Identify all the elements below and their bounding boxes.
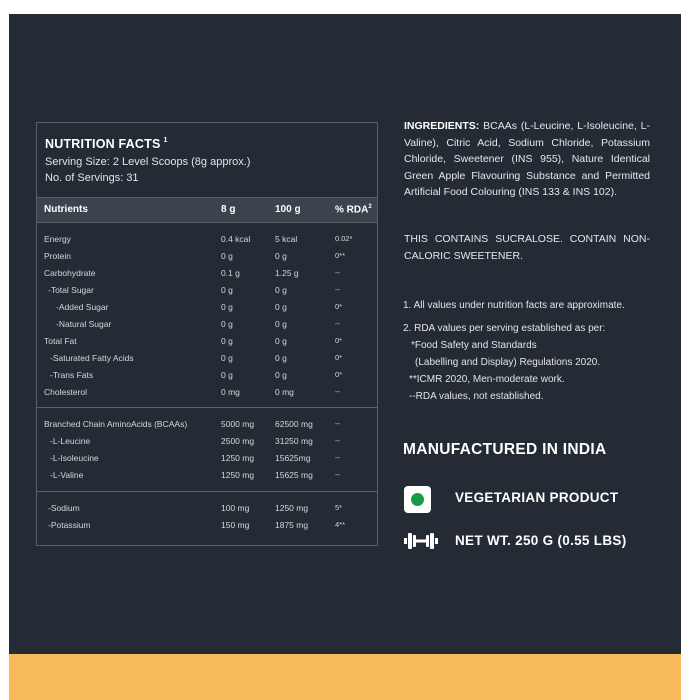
cell-rda: 0*	[335, 353, 343, 362]
table-row	[37, 336, 377, 353]
cell-8g: 1250 mg	[221, 453, 255, 463]
cell-rda: 0*	[335, 370, 343, 379]
header-rda-text: % RDA	[335, 204, 369, 216]
vegetarian-label: VEGETARIAN PRODUCT	[455, 490, 619, 505]
table-divider	[37, 407, 377, 408]
cell-8g: 0 g	[221, 336, 233, 346]
table-divider	[37, 491, 377, 492]
cell-100g: 1250 mg	[275, 503, 309, 513]
cell-name: Total Fat	[44, 336, 77, 346]
cell-rda: --	[335, 268, 340, 277]
cell-100g: 15625mg	[275, 453, 311, 463]
manufactured-in: MANUFACTURED IN INDIA	[403, 441, 607, 458]
cell-8g: 0 g	[221, 353, 233, 363]
cell-name: -Trans Fats	[50, 370, 94, 380]
cell-name: Protein	[44, 251, 71, 261]
cell-8g: 0 g	[221, 285, 233, 295]
cell-rda: --	[335, 419, 340, 428]
cell-8g: 100 mg	[221, 503, 250, 513]
table-row	[37, 234, 377, 251]
cell-8g: 0 g	[221, 370, 233, 380]
bottom-color-band	[9, 654, 681, 700]
cell-rda: 0.02*	[335, 234, 353, 243]
cell-8g: 2500 mg	[221, 436, 255, 446]
table-row	[37, 285, 377, 302]
table-row	[37, 520, 377, 537]
header-100g: 100 g	[275, 204, 301, 215]
table-row	[37, 436, 377, 453]
cell-100g: 5 kcal	[275, 234, 298, 244]
nutrition-title-text: NUTRITION FACTS	[45, 137, 161, 151]
cell-100g: 0 mg	[275, 387, 294, 397]
dumbbell-icon	[404, 532, 438, 550]
table-row	[37, 453, 377, 470]
cell-8g: 0.1 g	[221, 268, 240, 278]
cell-name: -L-Leucine	[50, 436, 91, 446]
serving-size: Serving Size: 2 Level Scoops (8g approx.)	[45, 156, 251, 168]
cell-name: Energy	[44, 234, 71, 244]
footnotes	[403, 297, 663, 405]
cell-100g: 0 g	[275, 319, 287, 329]
table-row	[37, 319, 377, 336]
cell-rda: --	[335, 319, 340, 328]
table-row	[37, 470, 377, 487]
cell-100g: 0 g	[275, 353, 287, 363]
cell-100g: 0 g	[275, 302, 287, 312]
cell-rda: --	[335, 387, 340, 396]
cell-name: Carbohydrate	[44, 268, 96, 278]
header-nutrients: Nutrients	[44, 204, 88, 215]
table-header	[37, 197, 377, 223]
nutrition-title	[45, 137, 168, 151]
servings-count: No. of Servings: 31	[45, 172, 139, 184]
cell-name: -L-Isoleucine	[50, 453, 99, 463]
cell-100g: 1.25 g	[275, 268, 299, 278]
cell-100g: 1875 mg	[275, 520, 309, 530]
footnote-1: 1. All values under nutrition facts are approximate.	[403, 300, 625, 311]
cell-name: -L-Valine	[50, 470, 84, 480]
table-row	[37, 251, 377, 268]
cell-name: -Natural Sugar	[56, 319, 112, 329]
table-row	[37, 370, 377, 387]
cell-rda: 0*	[335, 336, 343, 345]
footnote-2d: --RDA values, not established.	[409, 391, 544, 402]
cell-name: Branched Chain AminoAcids (BCAAs)	[44, 419, 188, 429]
cell-8g: 0 mg	[221, 387, 240, 397]
cell-name: -Saturated Fatty Acids	[50, 353, 134, 363]
footnote-2: 2. RDA values per serving established as per:	[403, 323, 606, 334]
cell-rda: 5*	[335, 503, 343, 512]
footnote-2c: **ICMR 2020, Men-moderate work.	[409, 374, 565, 385]
table-row	[37, 419, 377, 436]
ingredients-label: INGREDIENTS:	[404, 120, 480, 132]
cell-rda: 4**	[335, 520, 346, 529]
cell-100g: 31250 mg	[275, 436, 313, 446]
footnote-2a: *Food Safety and Standards	[411, 340, 537, 351]
cell-name: -Sodium	[48, 503, 80, 513]
cell-rda: 0*	[335, 302, 343, 311]
cell-100g: 0 g	[275, 370, 287, 380]
sucralose-note: THIS CONTAINS SUCRALOSE. CONTAIN NON-CALORIC SWEETENER.	[404, 233, 650, 262]
cell-8g: 150 mg	[221, 520, 250, 530]
header-8g: 8 g	[221, 204, 236, 215]
cell-8g: 1250 mg	[221, 470, 255, 480]
cell-rda: 0**	[335, 251, 346, 260]
cell-100g: 0 g	[275, 336, 287, 346]
header-rda-sup: 2	[368, 204, 372, 210]
ingredients-text	[404, 118, 650, 201]
cell-8g: 0 g	[221, 251, 233, 261]
table-row	[37, 268, 377, 285]
cell-name: -Potassium	[48, 520, 91, 530]
cell-rda: --	[335, 453, 340, 462]
cell-name: Cholesterol	[44, 387, 87, 397]
net-weight: NET WT. 250 G (0.55 LBS)	[455, 533, 627, 548]
nutrition-title-sup: 1	[163, 136, 168, 144]
cell-8g: 0 g	[221, 319, 233, 329]
cell-rda: --	[335, 470, 340, 479]
nutrition-facts-box	[36, 122, 378, 546]
cell-100g: 0 g	[275, 251, 287, 261]
cell-100g: 0 g	[275, 285, 287, 295]
ingredients-list: BCAAs (L-Leucine, L-Isoleucine, L-Valine), Citric Acid, Sodium Chloride, Potassium Chloride, Sweetener (INS 955), Nature Identical Green Apple Flavouring Substance and Permitted Artificial Food Colouring (INS 133 & INS 102).	[404, 120, 650, 198]
cell-rda: --	[335, 285, 340, 294]
veg-symbol-icon	[404, 486, 431, 513]
footnote-2b: (Labelling and Display) Regulations 2020.	[415, 357, 601, 368]
cell-name: -Total Sugar	[48, 285, 94, 295]
table-row	[37, 503, 377, 520]
header-rda	[335, 204, 372, 215]
table-row	[37, 302, 377, 319]
cell-name: -Added Sugar	[56, 302, 109, 312]
cell-8g: 0 g	[221, 302, 233, 312]
table-row	[37, 353, 377, 370]
cell-100g: 15625 mg	[275, 470, 313, 480]
cell-8g: 5000 mg	[221, 419, 255, 429]
cell-rda: --	[335, 436, 340, 445]
cell-8g: 0.4 kcal	[221, 234, 251, 244]
table-row	[37, 387, 377, 404]
cell-100g: 62500 mg	[275, 419, 313, 429]
